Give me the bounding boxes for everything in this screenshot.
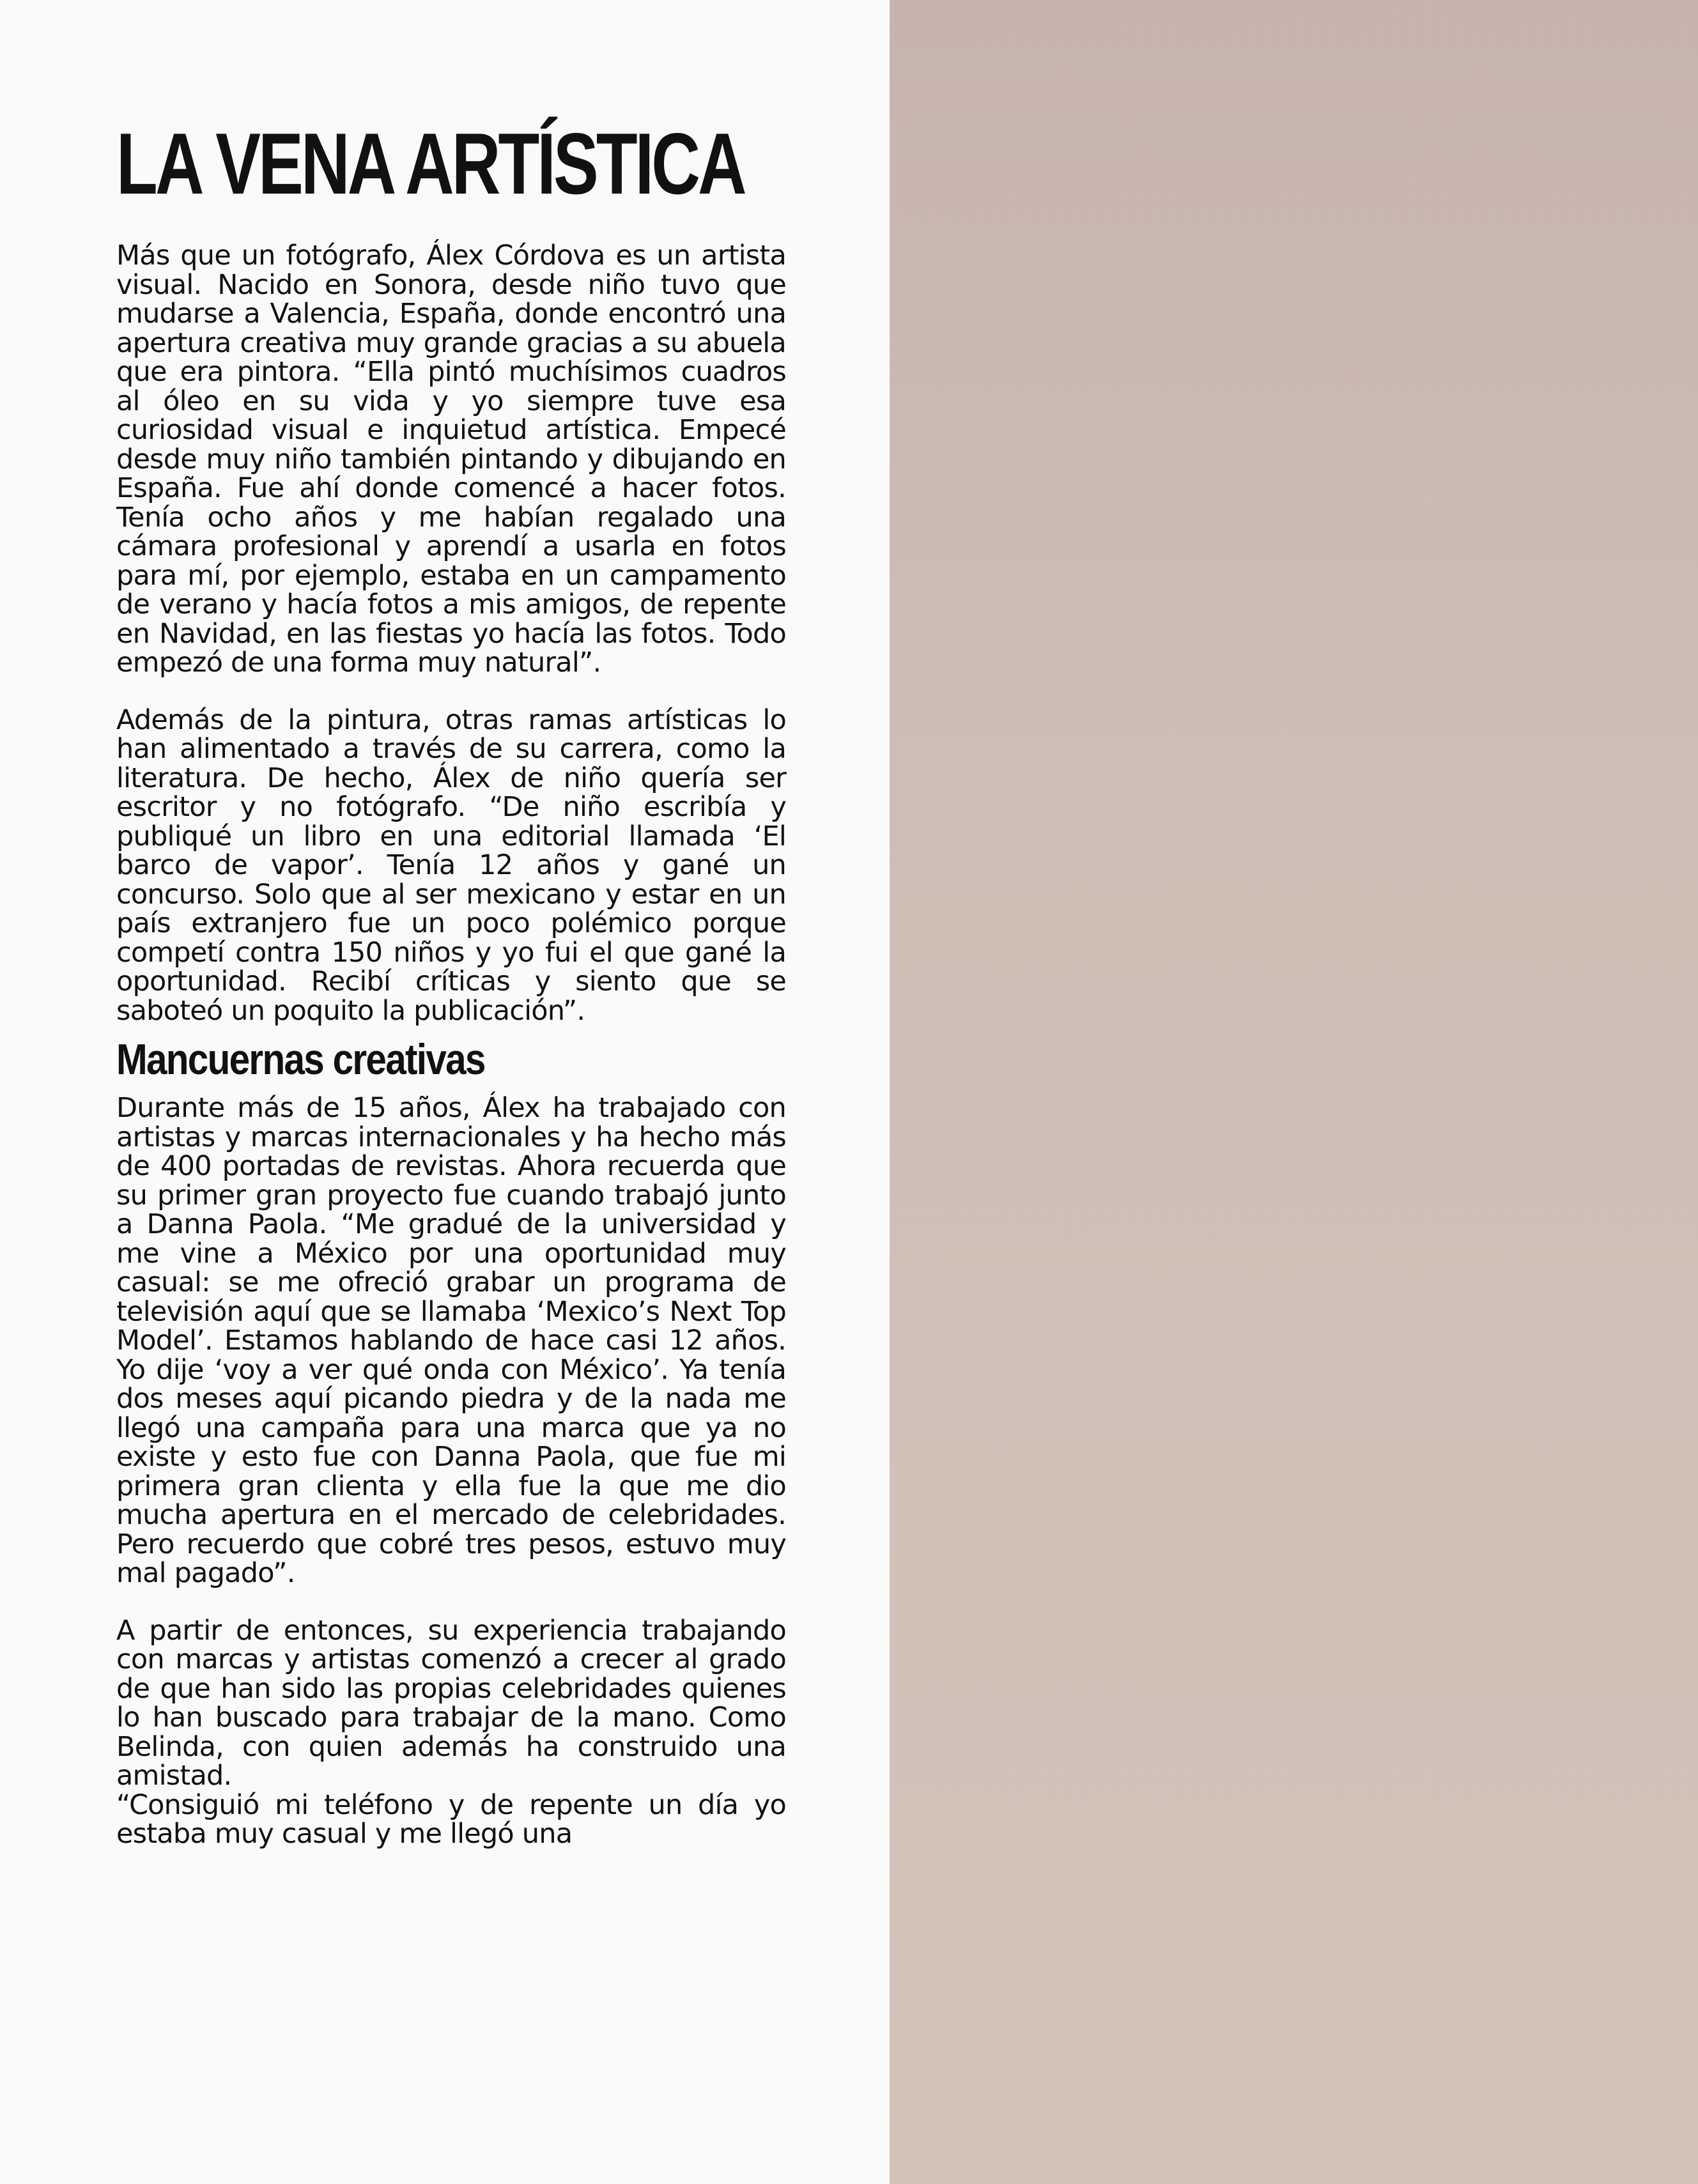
photo-placeholder-panel (890, 0, 1698, 2184)
paragraph-career: Durante más de 15 años, Álex ha trabajado con artistas y marcas internacionales y ha hecho más de 400 portadas de revistas. Ahora recuerda que su primer gran proyecto fue cuando trabajó junto a Danna Paola. “Me gradué de la universidad y me vine a México por una oportunidad muy casual: se me ofreció grabar un programa de televisión aquí que se llamaba ‘Mexico’s Next Top Model’. Estamos hablando de hace casi 12 años. Yo dije ‘voy a ver qué onda con México’. Ya tenía dos meses aquí picando piedra y de la nada me llegó una campaña para una marca que ya no existe y esto fue con Danna Paola, que fue mi primera gran clienta y ella fue la que me dio mucha apertura en el mercado de celebridades. Pero recuerdo que cobré tres pesos, estuvo muy mal pagado”. (116, 1092, 786, 1590)
paragraph-celebrities: A partir de entonces, su experiencia trabajando con marcas y artistas comenzó a crecer al grado de que han sido las propias celebridades quienes lo han buscado para trabajar de la mano. Como Belinda, con quien además ha construido una amistad. (116, 1614, 786, 1792)
paragraph-spacer (116, 678, 786, 706)
paragraph-spacer (116, 1588, 786, 1617)
article-title: LA VENA ARTÍSTICA (116, 115, 745, 212)
article-body (116, 115, 786, 1850)
section-subtitle: Mancuernas creativas (116, 1035, 485, 1084)
paragraph-quote-start: “Consiguió mi teléfono y de repente un día yo estaba muy casual y me llegó una (116, 1788, 786, 1850)
panel-texture (890, 0, 1698, 2184)
paragraph-intro: Más que un fotógrafo, Álex Córdova es un artista visual. Nacido en Sonora, desde niño tuvo que mudarse a Valencia, España, donde encontró una apertura creativa muy grande gracias a su abuela que era pintora. “Ella pintó muchísimos cuadros al óleo en su vida y yo siempre tuve esa curiosidad visual e inquietud artística. Empecé desde muy niño también pintando y dibujando en España. Fue ahí donde comencé a hacer fotos. Tenía ocho años y me habían regalado una cámara profesional y aprendí a usarla en fotos para mí, por ejemplo, estaba en un campamento de verano y hacía fotos a mis amigos, de repente en Navidad, en las fiestas yo hacía las fotos. Todo empezó de una forma muy natural”. (116, 240, 786, 679)
paragraph-literature: Además de la pintura, otras ramas artísticas lo han alimentado a través de su carrera, como la literatura. De hecho, Álex de niño quería ser escritor y no fotógrafo. “De niño escribía y publiqué un libro en una editorial llamada ‘El barco de vapor’. Tenía 12 años y gané un concurso. Solo que al ser mexicano y estar en un país extranjero fue un poco polémico porque competí contra 150 niños y yo fui el que gané la oportunidad. Recibí críticas y siento que se saboteó un poquito la publicación”. (116, 704, 786, 1027)
